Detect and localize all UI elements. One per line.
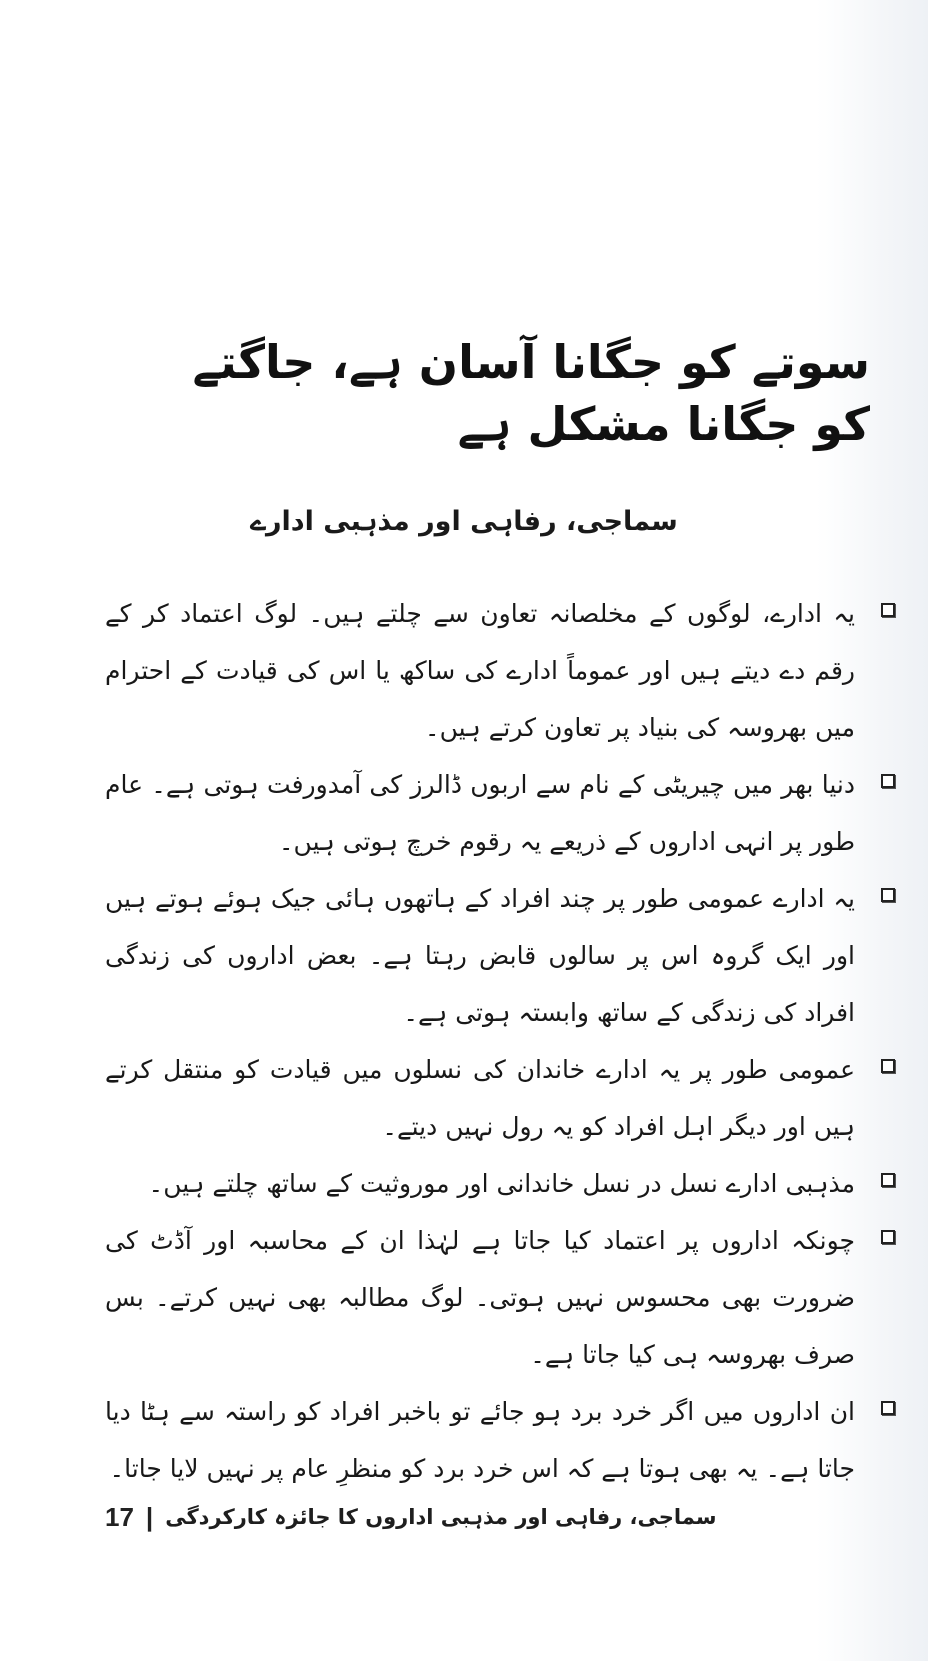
bullet-item [105, 585, 905, 756]
checkbox-bullet-icon [881, 603, 895, 617]
bullet-item [105, 756, 905, 870]
bullet-text: ان اداروں میں اگر خرد برد ہو جائے تو باخبر افراد کو راستہ سے ہٹا دیا جاتا ہے۔ یہ بھی ہوتا ہے کہ اس خرد برد کو منظرِ عام پر نہیں لایا جاتا۔ [105, 1397, 855, 1483]
section-title: سماجی، رفاہی اور مذہبی ادارے [250, 506, 678, 538]
bullet-text: یہ ادارے عمومی طور پر چند افراد کے ہاتھوں ہائی جیک ہوئے ہوتے ہیں اور ایک گروہ اس پر سالوں قابض رہتا ہے۔ بعض اداروں کی زندگی افراد کی زندگی کے ساتھ وابستہ ہوتی ہے۔ [105, 884, 855, 1027]
checkbox-bullet-icon [881, 1230, 895, 1244]
bullet-text: چونکہ اداروں پر اعتماد کیا جاتا ہے لہٰذا ان کے محاسبہ اور آڈٹ کی ضرورت بھی محسوس نہیں ہوتی۔ لوگ مطالبہ بھی نہیں کرتے۔ بس صرف بھروسہ ہی کیا جاتا ہے۔ [105, 1226, 855, 1369]
bullet-text: دنیا بھر میں چیریٹی کے نام سے اربوں ڈالرز کی آمدورفت ہوتی ہے۔ عام طور پر انہی اداروں کے ذریعے یہ رقوم خرچ ہوتی ہیں۔ [105, 770, 855, 856]
running-title: سماجی، رفاہی اور مذہبی اداروں کا جائزہ کارکردگی [165, 1505, 717, 1529]
bullet-text: یہ ادارے، لوگوں کے مخلصانہ تعاون سے چلتے ہیں۔ لوگ اعتماد کر کے رقم دے دیتے ہیں اور عموماً ادارے کی ساکھ یا اس کی قیادت کے احترام میں بھروسہ کی بنیاد پر تعاون کرتے ہیں۔ [105, 599, 855, 742]
bullet-item [105, 1212, 905, 1383]
page-footer [105, 1497, 717, 1537]
checkbox-bullet-icon [881, 1173, 895, 1187]
bullet-text: مذہبی ادارے نسل در نسل خاندانی اور موروثیت کے ساتھ چلتے ہیں۔ [148, 1169, 855, 1198]
bullet-item [105, 870, 905, 1041]
footer-separator: | [145, 1501, 154, 1532]
checkbox-bullet-icon [881, 888, 895, 902]
checkbox-bullet-icon [881, 774, 895, 788]
chapter-title: سوتے کو جگانا آسان ہے، جاگتے کو جگانا مشکل ہے [192, 334, 870, 451]
bullet-item [105, 1041, 905, 1155]
bullet-item [105, 1155, 905, 1212]
checkbox-bullet-icon [881, 1059, 895, 1073]
bullet-list [105, 585, 905, 1497]
bullet-item [105, 1383, 905, 1497]
page-number: 17 [105, 1501, 134, 1532]
checkbox-bullet-icon [881, 1401, 895, 1415]
bullet-text: عمومی طور پر یہ ادارے خاندان کی نسلوں میں قیادت کو منتقل کرتے ہیں اور دیگر اہل افراد کو یہ رول نہیں دیتے۔ [105, 1055, 855, 1141]
